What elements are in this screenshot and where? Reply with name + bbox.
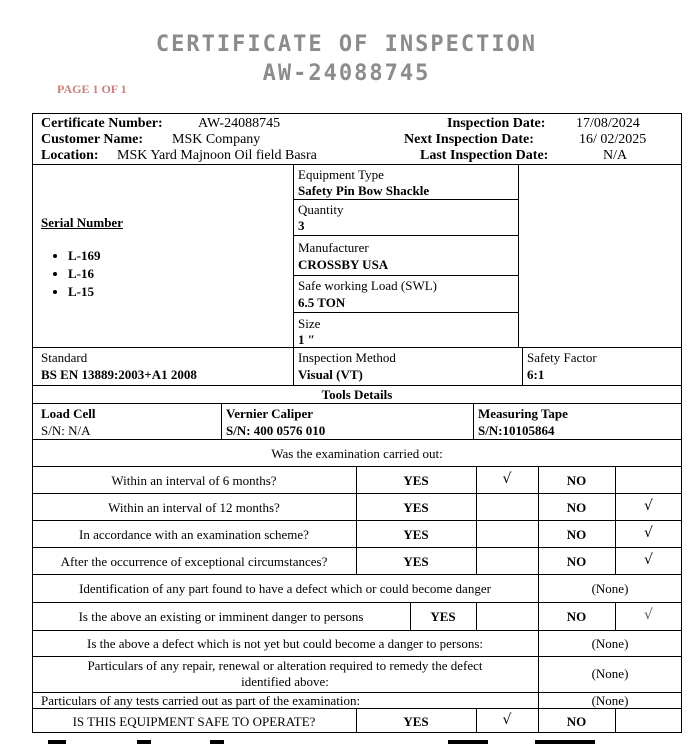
safety-factor-value: 6:1 (527, 367, 545, 382)
no-label: NO (566, 527, 587, 542)
exam-question: In accordance with an examination scheme? (79, 527, 309, 542)
repair-answer: (None) (591, 666, 629, 681)
yes-label: YES (430, 609, 456, 624)
serial-number-heading: Serial Number (41, 215, 123, 230)
list-item: • L-169 (68, 247, 101, 265)
tool-serial: S/N: 400 0576 010 (226, 423, 326, 438)
equipment-type-value: Safety Pin Bow Shackle (298, 183, 430, 198)
exam-question: After the occurrence of exceptional circumstances? (60, 554, 328, 569)
inspection-method-label: Inspection Method (298, 350, 396, 365)
footer-fragment (210, 740, 224, 744)
swl-value: 6.5 TON (298, 295, 346, 310)
location-label: Location: (41, 148, 99, 163)
tests-answer: (None) (591, 693, 629, 708)
tool-name: Load Cell (41, 406, 96, 421)
inspection-method-value: Visual (VT) (298, 367, 363, 382)
safety-factor-label: Safety Factor (527, 350, 597, 365)
next-inspection-label: Next Inspection Date: (404, 132, 534, 147)
check-mark-icon: √ (644, 552, 653, 568)
footer-fragment (137, 740, 151, 744)
check-mark-icon: √ (644, 498, 653, 514)
manufacturer-label: Manufacturer (298, 240, 369, 255)
cert-number-value: AW-24088745 (198, 116, 281, 131)
no-label: NO (566, 554, 587, 569)
check-mark-icon: √ (644, 607, 653, 623)
footer-fragment (535, 740, 595, 744)
no-label: NO (566, 473, 587, 488)
footer-fragment (48, 740, 66, 744)
certificate-number-title: AW-24088745 (262, 61, 431, 86)
yes-label: YES (403, 527, 429, 542)
yes-label: YES (403, 500, 429, 515)
defect-answer: (None) (591, 581, 629, 596)
tools-heading: Tools Details (321, 387, 393, 402)
yes-label: YES (403, 473, 429, 488)
exam-question: Within an interval of 6 months? (111, 473, 277, 488)
repair-question-cont: identified above: (241, 674, 329, 689)
last-inspection-label: Last Inspection Date: (420, 148, 549, 163)
size-label: Size (298, 316, 321, 331)
customer-value: MSK Company (172, 132, 261, 147)
check-mark-icon: √ (502, 712, 512, 728)
tool-serial: S/N: N/A (41, 423, 91, 438)
standard-label: Standard (41, 350, 88, 365)
inspection-date-value: 17/08/2024 (576, 116, 640, 131)
serial-number-list (52, 247, 101, 301)
inspection-date-label: Inspection Date: (447, 116, 546, 131)
tool-name: Vernier Caliper (226, 406, 314, 421)
yes-label: YES (403, 554, 429, 569)
list-item: • L-16 (68, 265, 101, 283)
no-label: NO (566, 609, 587, 624)
tool-name: Measuring Tape (478, 406, 568, 421)
location-value: MSK Yard Majnoon Oil field Basra (117, 148, 317, 163)
no-label: NO (566, 714, 587, 729)
no-label: NO (566, 500, 587, 515)
quantity-label: Quantity (298, 202, 344, 217)
tests-question: Particulars of any tests carried out as part of the examination: (41, 693, 361, 708)
examination-heading: Was the examination carried out: (271, 446, 443, 461)
equipment-type-label: Equipment Type (298, 167, 384, 182)
footer-fragment (448, 740, 488, 744)
quantity-value: 3 (298, 218, 305, 233)
repair-question: Particulars of any repair, renewal or alteration required to remedy the defect (87, 658, 483, 673)
tool-serial: S/N:10105864 (478, 423, 555, 438)
next-inspection-value: 16/ 02/2025 (579, 132, 647, 147)
future-defect-answer: (None) (591, 636, 629, 651)
standard-value: BS EN 13889:2003+A1 2008 (41, 367, 197, 382)
future-defect-question: Is the above a defect which is not yet but could become a danger to persons: (86, 636, 483, 651)
cert-number-label: Certificate Number: (41, 116, 163, 131)
customer-label: Customer Name: (41, 132, 143, 147)
check-mark-icon: √ (502, 471, 512, 487)
swl-label: Safe working Load (SWL) (298, 278, 437, 293)
danger-question: Is the above an existing or imminent danger to persons (78, 609, 364, 624)
page-indicator: PAGE 1 OF 1 (57, 82, 127, 96)
last-inspection-value: N/A (603, 148, 628, 163)
size-value: 1 ″ (298, 332, 315, 347)
yes-label: YES (403, 714, 429, 729)
safe-to-operate-question: IS THIS EQUIPMENT SAFE TO OPERATE? (72, 714, 316, 729)
certificate-title: CERTIFICATE OF INSPECTION (155, 32, 538, 57)
manufacturer-value: CROSSBY USA (298, 257, 389, 272)
defect-question: Identification of any part found to have a defect which or could become danger (79, 581, 491, 596)
list-item: • L-15 (68, 283, 101, 301)
exam-question: Within an interval of 12 months? (108, 500, 280, 515)
check-mark-icon: √ (644, 525, 653, 541)
